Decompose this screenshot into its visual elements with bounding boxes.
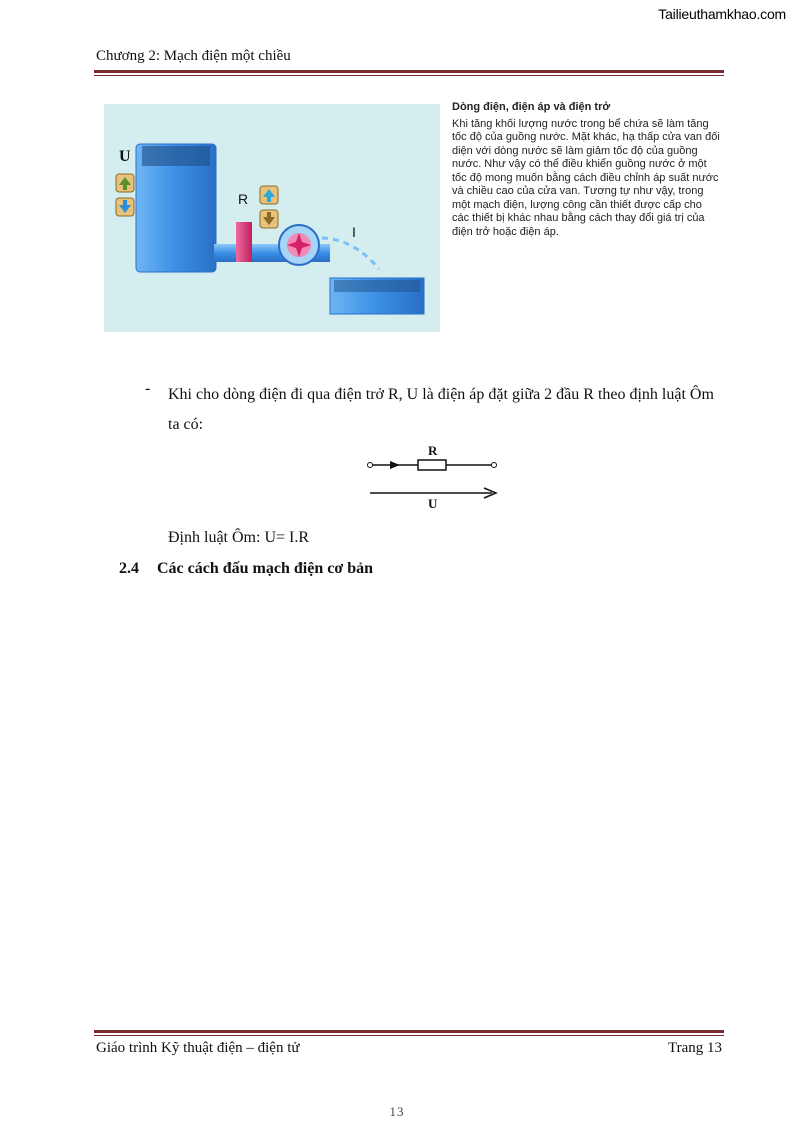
bullet-marker: -	[145, 380, 151, 397]
section-number: 2.4	[119, 560, 139, 577]
label-u: U	[119, 148, 131, 165]
ohm-paragraph: Khi cho dòng điện đi qua điện trở R, U là điện áp đặt giữa 2 đầu R theo định luật Ôm ta có:	[168, 386, 714, 433]
caption-title: Dòng điện, điện áp và điện trở	[452, 101, 611, 113]
label-r: R	[238, 191, 249, 207]
ohm-formula: Định luật Ôm: U= I.R	[168, 529, 310, 546]
section-heading	[119, 560, 373, 578]
figure-caption	[452, 101, 720, 239]
terminal-left	[368, 463, 373, 468]
basin-water-surface	[334, 280, 420, 292]
watermark: Tailieuthamkhao.com	[658, 6, 786, 22]
current-arrow-icon	[390, 461, 400, 469]
section-title: Các cách đấu mạch điện cơ bản	[157, 560, 373, 577]
circuit-label-u: U	[428, 496, 438, 511]
label-i: I	[352, 224, 356, 240]
water-jet	[322, 238, 379, 269]
footer-rule	[94, 1030, 724, 1033]
resistor-symbol	[418, 460, 446, 470]
circuit-diagram	[360, 440, 510, 515]
water-analogy-figure	[104, 104, 440, 332]
caption-body: Khi tăng khối lượng nước trong bể chứa sẽ làm tăng tốc độ của guồng nước. Mặt khác, hạ thấp cửa van đối diện với dòng nước sẽ làm giảm tốc độ của guồng nước. Như vậy có thể điều khiển guồng nước ở một tốc độ mong muốn bằng cách điều chỉnh áp suất nước và chiều cao của cửa van. Tương tự như vậy, trong một mạch điện, lượng công cần thiết được cấp cho các thiết bị khác nhau bằng cách thay đổi giá trị của điện trở hoặc điện áp.	[452, 117, 720, 238]
tank-water-surface	[142, 146, 210, 166]
circuit-label-r: R	[428, 443, 438, 458]
page-number: 13	[389, 1104, 405, 1119]
water-analogy-drawing	[104, 104, 440, 332]
terminal-right	[492, 463, 497, 468]
chapter-header: Chương 2: Mạch điện một chiều	[96, 48, 291, 64]
footer-rule-thin	[94, 1035, 724, 1036]
header-rule-thin	[94, 75, 724, 76]
resistor-gate	[236, 222, 252, 262]
footer-book-title: Giáo trình Kỹ thuật điện – điện tử	[96, 1040, 300, 1056]
footer-page-label: Trang 13	[667, 1040, 722, 1056]
header-rule	[94, 70, 724, 73]
